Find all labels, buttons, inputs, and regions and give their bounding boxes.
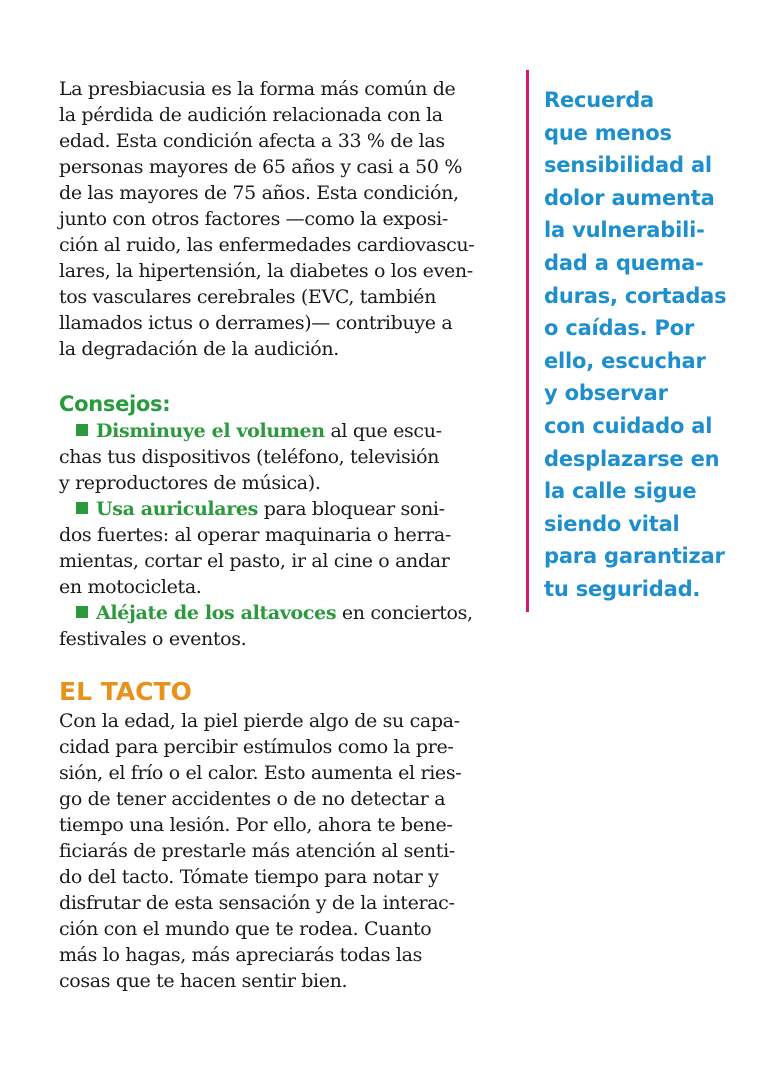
callout-line: sensibilidad al: [544, 153, 712, 178]
intro-line: personas mayores de 65 años y casi a 50 %: [59, 156, 463, 178]
tacto-line: disfrutar de esta sensación y de la interac-: [59, 892, 455, 914]
intro-line: la pérdida de audición relacionada con la: [59, 104, 443, 126]
tacto-line: ficiarás de prestarle más atención al senti-: [59, 840, 455, 862]
consejo-line: en motocicleta.: [59, 576, 202, 598]
consejo-line: chas tus dispositivos (teléfono, televisión: [59, 446, 440, 468]
tacto-paragraph: [59, 708, 489, 994]
intro-paragraph: [59, 76, 489, 362]
tacto-line: Con la edad, la piel pierde algo de su capa-: [59, 710, 460, 732]
consejo-item: [59, 418, 489, 496]
consejos-list: [59, 418, 489, 652]
callout-line: dad a quema-: [544, 250, 704, 275]
square-bullet-icon: [76, 502, 88, 514]
consejos-heading: Consejos:: [59, 392, 171, 416]
consejo-line: dos fuertes: al operar maquinaria o herra-: [59, 524, 451, 546]
intro-line: llamados ictus o derrames)— contribuye a: [59, 312, 453, 334]
consejo-first-line: [59, 496, 489, 522]
callout-line: siendo vital: [544, 511, 680, 536]
consejo-text: en conciertos,: [336, 602, 473, 624]
callout-line: tu seguridad.: [544, 576, 701, 601]
callout-line: o caídas. Por: [544, 316, 695, 341]
callout-box: [544, 84, 774, 606]
consejo-text: para bloquear soni-: [258, 498, 445, 520]
consejo-text: al que escu-: [324, 420, 442, 442]
consejo-lead: Aléjate de los altavoces: [96, 602, 337, 624]
tacto-line: ción con el mundo que te rodea. Cuanto: [59, 918, 432, 940]
consejo-lead: Disminuye el volumen: [96, 420, 325, 442]
callout-line: ello, escuchar: [544, 348, 706, 373]
callout-line: y observar: [544, 381, 668, 406]
consejo-line: y reproductores de música).: [59, 472, 321, 494]
intro-line: lares, la hipertensión, la diabetes o los even-: [59, 260, 473, 282]
intro-line: de las mayores de 75 años. Esta condición,: [59, 182, 459, 204]
consejo-item: [59, 600, 489, 652]
consejo-first-line: [59, 418, 489, 444]
callout-line: desplazarse en: [544, 446, 720, 471]
consejo-item: [59, 496, 489, 600]
consejo-line: mientas, cortar el pasto, ir al cine o andar: [59, 550, 450, 572]
square-bullet-icon: [76, 606, 88, 618]
callout-line: duras, cortadas: [544, 283, 727, 308]
consejo-lead: Usa auriculares: [96, 498, 259, 520]
main-column: [59, 76, 489, 994]
callout-line: Recuerda: [544, 88, 655, 112]
intro-line: ción al ruido, las enfermedades cardiovascu-: [59, 234, 475, 256]
callout-line: la calle sigue: [544, 479, 697, 504]
tacto-line: más lo hagas, más apreciarás todas las: [59, 944, 422, 966]
callout-line: con cuidado al: [544, 413, 713, 438]
tacto-line: cidad para percibir estímulos como la pre-: [59, 736, 454, 758]
callout-line: para garantizar: [544, 544, 725, 569]
intro-line: la degradación de la audición.: [59, 338, 339, 360]
callout-line: que menos: [544, 120, 672, 145]
tacto-heading: EL TACTO: [59, 677, 192, 706]
intro-line: junto con otros factores —como la exposi-: [59, 208, 448, 230]
square-bullet-icon: [76, 424, 88, 436]
tacto-line: sión, el frío o el calor. Esto aumenta el ries-: [59, 762, 462, 784]
consejo-line: festivales o eventos.: [59, 628, 247, 650]
tacto-line: do del tacto. Tómate tiempo para notar y: [59, 866, 439, 888]
tacto-line: cosas que te hacen sentir bien.: [59, 970, 348, 992]
tacto-line: go de tener accidentes o de no detectar a: [59, 788, 446, 810]
intro-line: tos vasculares cerebrales (EVC, también: [59, 286, 436, 308]
intro-line: edad. Esta condición afecta a 33 % de las: [59, 130, 445, 152]
consejo-first-line: [59, 600, 489, 626]
tacto-line: tiempo una lesión. Por ello, ahora te bene-: [59, 814, 453, 836]
intro-line: La presbiacusia es la forma más común de: [59, 78, 456, 100]
callout-divider: [526, 70, 529, 612]
callout-line: la vulnerabili-: [544, 218, 705, 243]
callout-line: dolor aumenta: [544, 185, 715, 210]
